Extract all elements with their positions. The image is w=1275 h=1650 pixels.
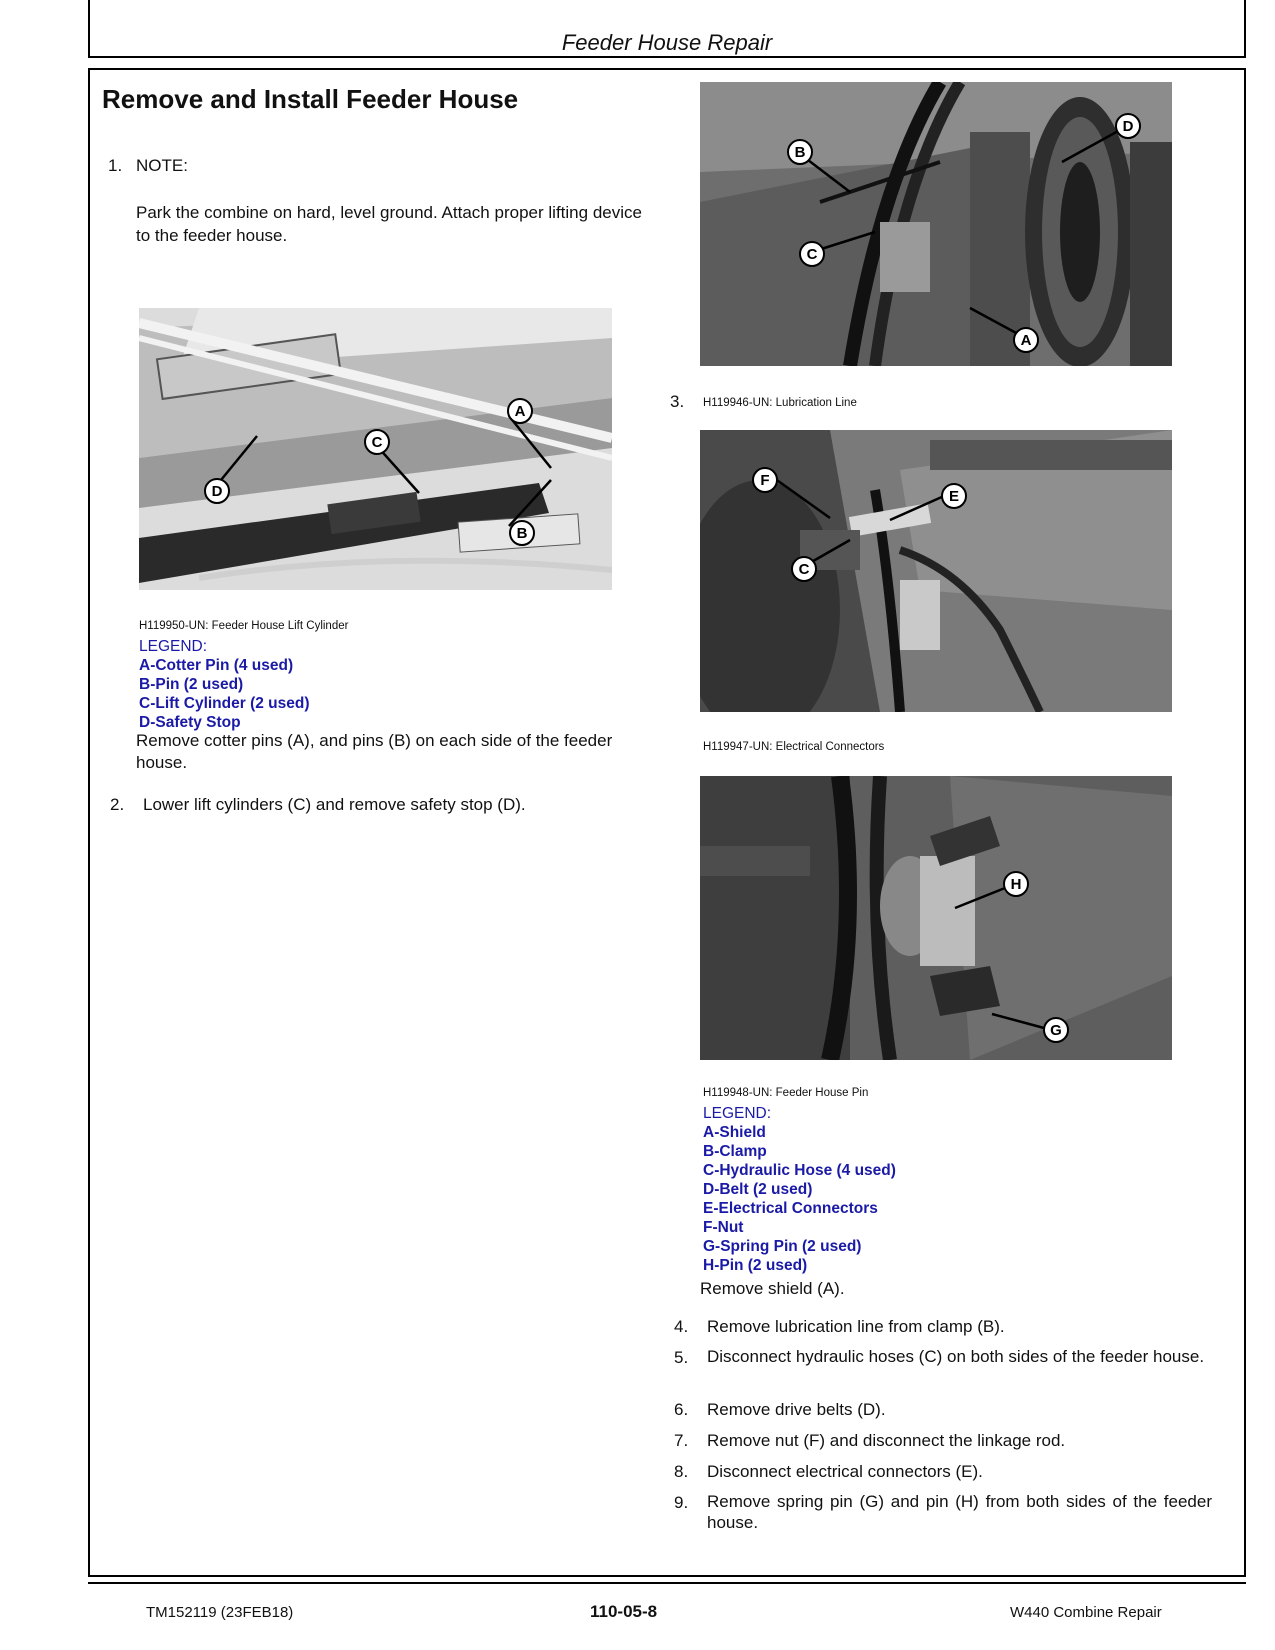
step-4-number: 4. — [674, 1317, 689, 1336]
step-7-text: Remove nut (F) and disconnect the linkage rod. — [707, 1431, 1066, 1450]
footer-doc-id: TM152119 (23FEB18) — [146, 1604, 294, 1621]
legend-item: C-Hydraulic Hose (4 used) — [703, 1162, 896, 1179]
step-3b-text: Remove shield (A). — [700, 1279, 845, 1298]
figure-1-legend — [139, 637, 310, 732]
header-title: Feeder House Repair — [561, 30, 773, 55]
step-9-number: 9. — [674, 1493, 689, 1512]
legend-item: B-Clamp — [703, 1143, 767, 1160]
step-9-text: Remove spring pin (G) and pin (H) from both sides of the feeder house. — [707, 1492, 1212, 1532]
footer-manual-title: W440 Combine Repair — [1010, 1604, 1162, 1621]
callout-a: A — [514, 403, 526, 420]
callout-e: E — [948, 488, 960, 505]
footer-rule — [88, 1582, 1246, 1584]
step-3-number: 3. — [670, 392, 685, 411]
legend-item: H-Pin (2 used) — [703, 1257, 808, 1274]
step-8-text: Disconnect electrical connectors (E). — [707, 1462, 983, 1481]
figure-feeder-house-pin — [700, 776, 1172, 1060]
figure-lubrication-line — [700, 82, 1172, 366]
step-8-number: 8. — [674, 1462, 689, 1481]
step-5-number: 5. — [674, 1348, 689, 1367]
step-7-number: 7. — [674, 1431, 689, 1450]
figure-4-caption: H119948-UN: Feeder House Pin — [703, 1087, 869, 1099]
step-5-text: Disconnect hydraulic hoses (C) on both sides of the feeder house. — [707, 1347, 1205, 1366]
callout-b: B — [516, 525, 528, 542]
step-2-text: Lower lift cylinders (C) and remove safety stop (D). — [143, 795, 526, 814]
legend-item: F-Nut — [703, 1219, 744, 1236]
legend-item: G-Spring Pin (2 used) — [703, 1238, 862, 1255]
figure-electrical-connectors — [700, 430, 1172, 712]
legend-item: A-Cotter Pin (4 used) — [139, 657, 294, 674]
footer-page-number: 110-05-8 — [590, 1602, 658, 1621]
step-2-number: 2. — [110, 795, 125, 814]
legend-item: A-Shield — [703, 1124, 766, 1141]
step-1-note: NOTE: — [136, 156, 188, 175]
step-6-number: 6. — [674, 1400, 689, 1419]
callout-d: D — [211, 483, 223, 500]
callout-b: B — [794, 144, 806, 161]
step-1b-text: Remove cotter pins (A), and pins (B) on each side of the feeder house. — [136, 731, 613, 772]
step-6-text: Remove drive belts (D). — [707, 1400, 886, 1419]
callout-c: C — [371, 434, 383, 451]
figure-feeder-house-lift-cylinder — [139, 308, 612, 590]
legend-header: LEGEND: — [703, 1105, 772, 1122]
callout-a: A — [1020, 332, 1032, 349]
step-1-text: Park the combine on hard, level ground. Attach proper lifting device to the feeder house. — [136, 203, 642, 245]
callout-g: G — [1050, 1022, 1062, 1039]
step-4-text: Remove lubrication line from clamp (B). — [707, 1317, 1005, 1336]
page-header — [88, 0, 1246, 58]
legend-item: B-Pin (2 used) — [139, 676, 244, 693]
step-1-number: 1. — [108, 156, 123, 175]
legend-item: E-Electrical Connectors — [703, 1200, 878, 1217]
callout-f: F — [760, 472, 770, 489]
legend-header: LEGEND: — [139, 638, 208, 655]
legend-item: D-Safety Stop — [139, 714, 241, 731]
legend-item: C-Lift Cylinder (2 used) — [139, 695, 310, 712]
section-title: Remove and Install Feeder House — [102, 84, 519, 114]
callout-d: D — [1122, 118, 1134, 135]
figure-3-caption: H119947-UN: Electrical Connectors — [703, 741, 885, 753]
figure-1-caption: H119950-UN: Feeder House Lift Cylinder — [139, 620, 349, 632]
legend-item: D-Belt (2 used) — [703, 1181, 813, 1198]
figure-2-caption: H119946-UN: Lubrication Line — [703, 397, 857, 409]
figure-4-legend — [703, 1104, 896, 1275]
callout-c: C — [798, 561, 810, 578]
callout-c: C — [806, 246, 818, 263]
callout-h: H — [1010, 876, 1022, 893]
